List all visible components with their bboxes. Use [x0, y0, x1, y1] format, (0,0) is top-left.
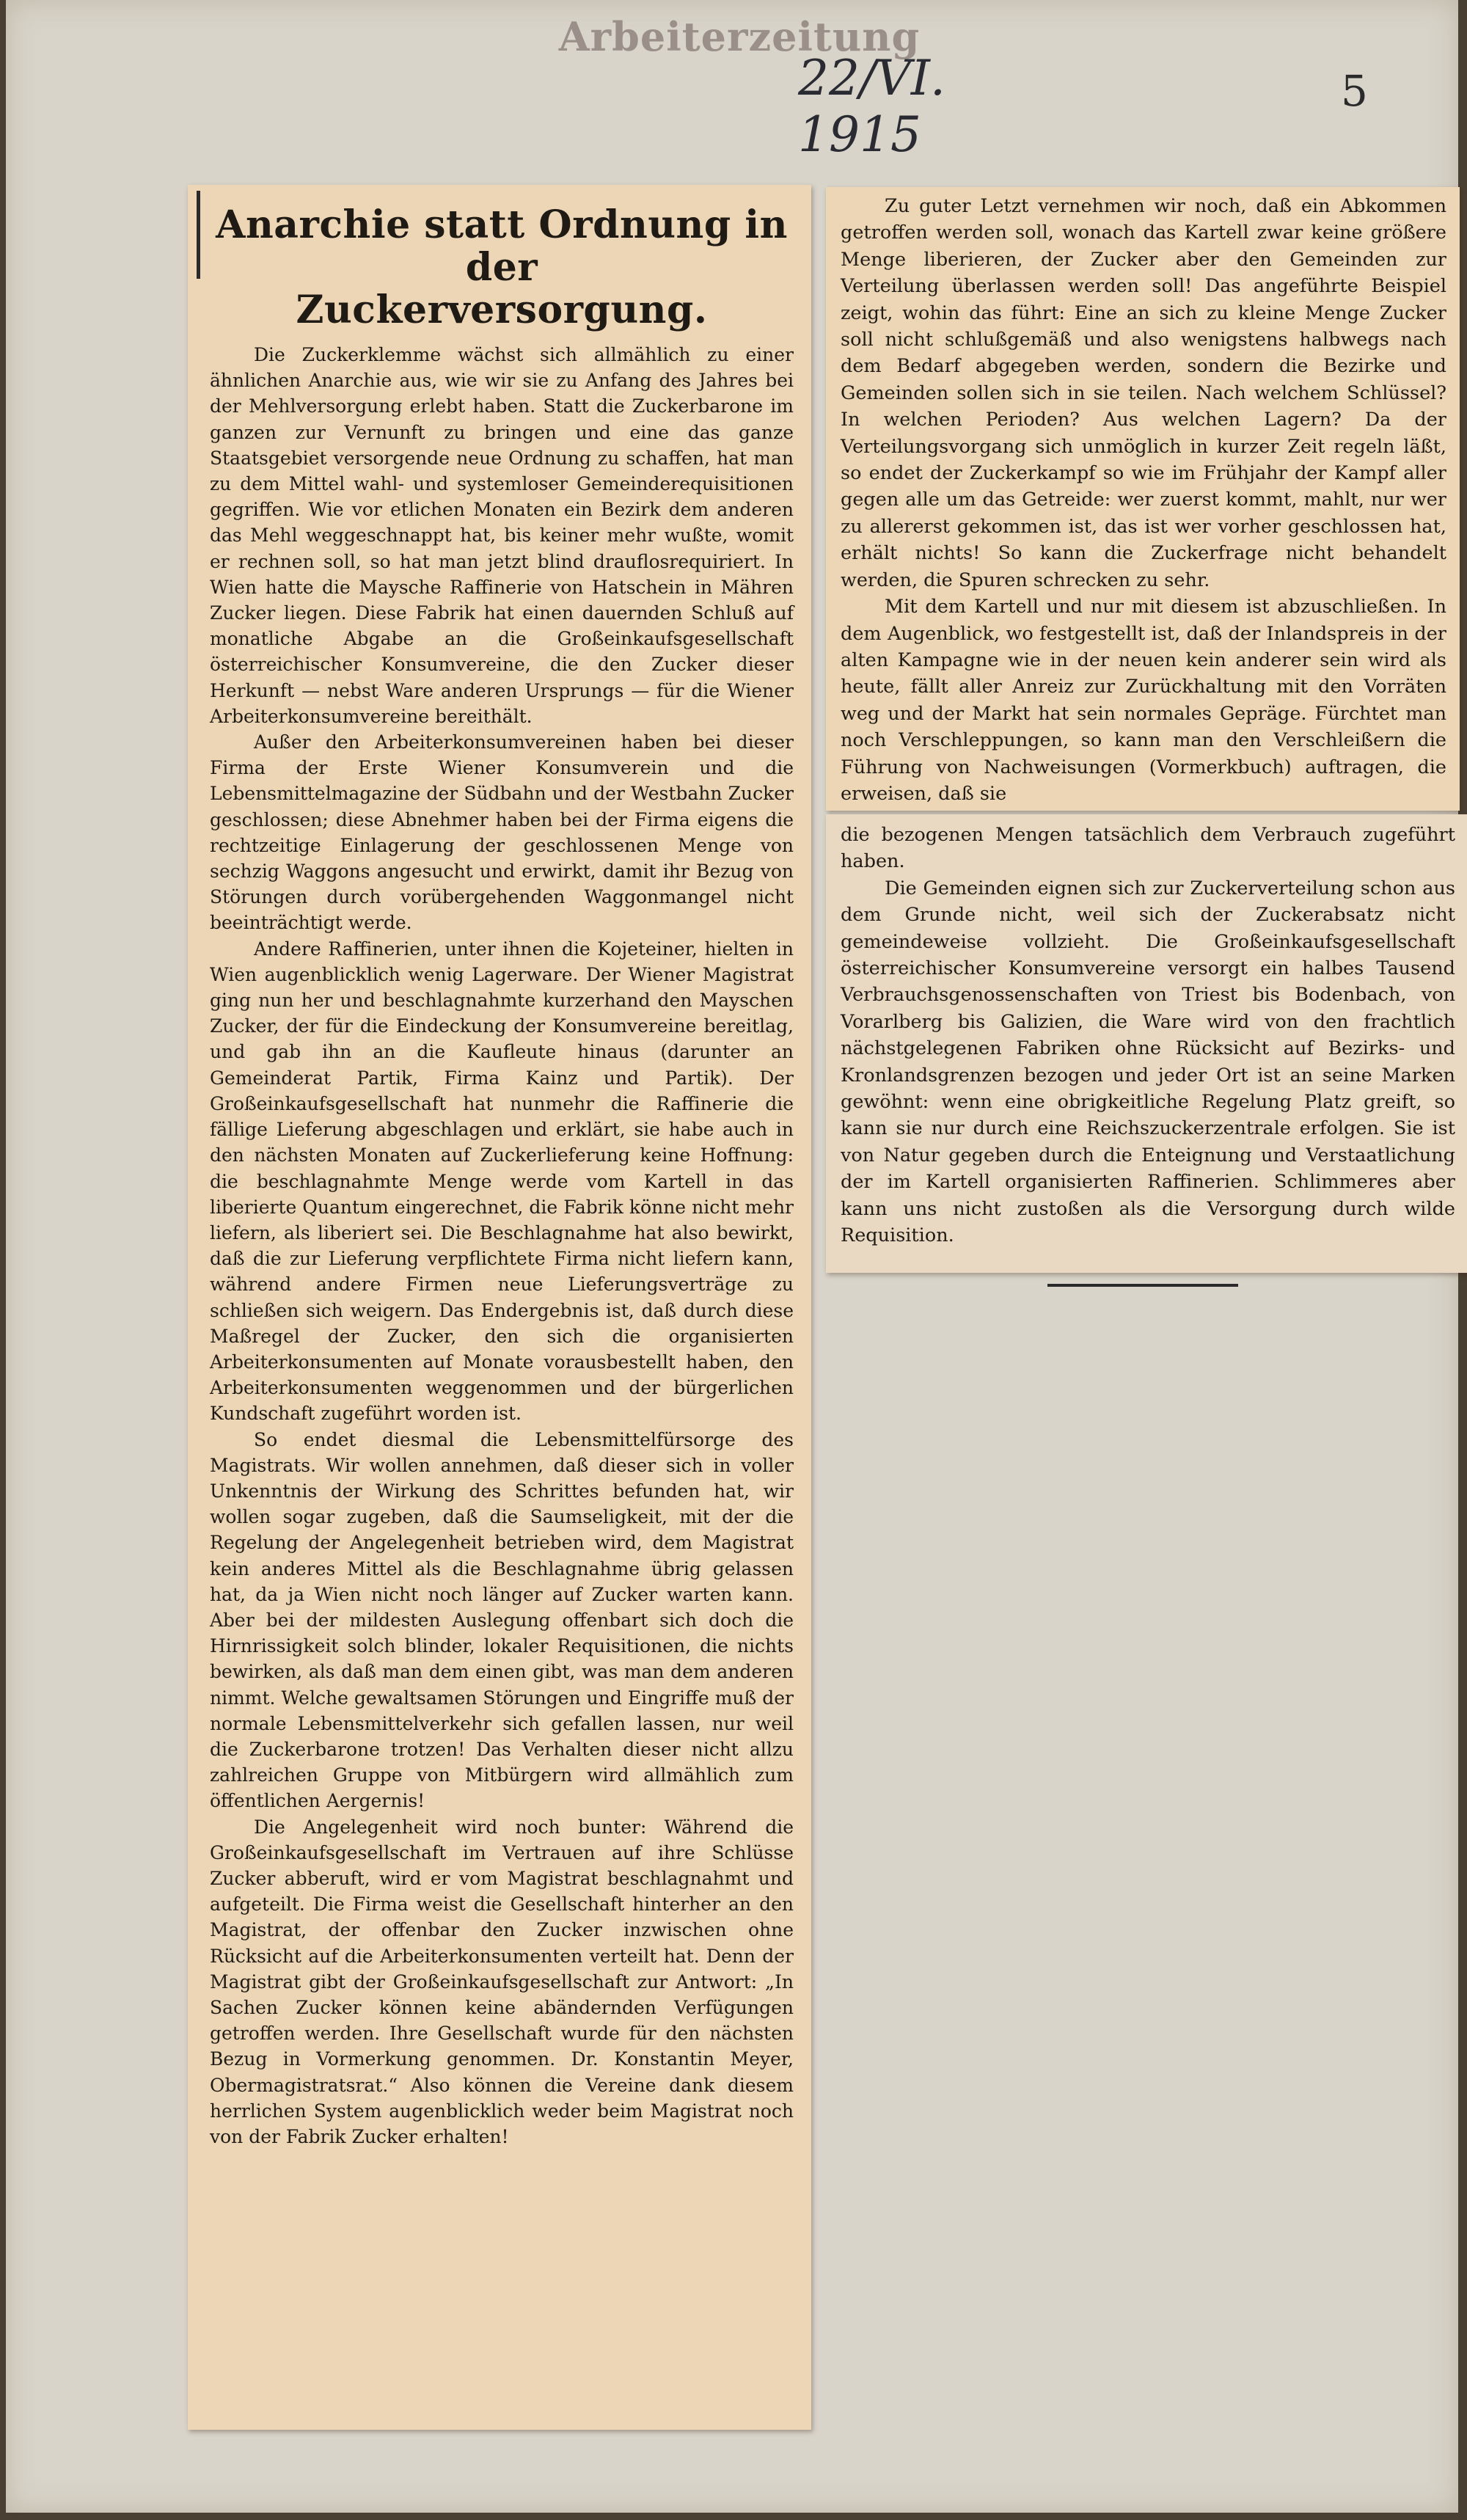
newspaper-stamp: Arbeiterzeitung [558, 13, 921, 60]
paragraph: Außer den Arbeiterkonsumvereinen haben bei dieser Firma der Erste Wiener Konsumverein und die Lebensmittelmagazine der Südbahn und der Westbahn Zucker geschlossen; diese Abnehmer haben bei der Firma eigens die rechtzeitige Einlagerung der geschlossenen Menge von sechzig Waggons angesucht und erwirkt, damit ihr Bezug von Störungen durch vorübergehenden Waggonmangel nicht beeinträchtigt werde. [210, 731, 794, 934]
paragraph: Die Angelegenheit wird noch bunter: Während die Großeinkaufsgesellschaft im Vertrauen auf ihre Schlüsse Zucker abberuft, wird er vom Magistrat beschlagnahmt und aufgeteilt. Die Firma weist die Gesellschaft hinterher an den Magistrat, der offenbar den Zucker inzwischen ohne Rücksicht auf die Arbeiterkonsumenten verteilt hat. Denn der Magistrat gibt der Großeinkaufsgesellschaft zur Antwort: „In Sachen Zucker können keine abändernden Verfügungen getroffen werden. Ihre Gesellschaft wurde für den nächsten Bezug in Vormerkung genommen. Dr. Konstantin Meyer, Obermagistratsrat.“ Also können die Vereine dank diesem herrlichen System augenblicklich weder beim Magistrat noch von der Fabrik Zucker erhalten! [210, 1816, 794, 2148]
paragraph: Andere Raffinerien, unter ihnen die Kojeteiner, hielten in Wien augenblicklich wenig Lagerware. Der Wiener Magistrat ging nun her und beschlagnahmte kurzerhand den Mayschen Zucker, der für die Eindeckung der Konsumvereine bereitlag, und gab ihn an die Kaufleute hinaus (darunter an Gemeinderat Partik, Firma Kainz und Partik). Der Großeinkaufsgesellschaft hat nunmehr die Raffinerie die fällige Lieferung abgeschlagen und erklärt, sie habe auch in den nächsten Monaten auf Zuckerlieferung keine Hoffnung: die beschlagnahmte Menge werde vom Kartell in das liberierte Quantum eingerechnet, die Fabrik könne nicht mehr liefern, als liberiert sei. Die Beschlagnahme hat also bewirkt, daß die zur Lieferung verpflichtete Firma nicht liefern kann, während andere Firmen neue Lieferungsverträge zu schließen sich weigern. Das Endergebnis ist, daß durch diese Maßregel der Zucker, den sich die organisierten Arbeiterkonsumenten auf Monate vorausbestellt haben, den Arbeiterkonsumenten weggenommen und der bürgerlichen Kundschaft zugeführt worden ist. [210, 938, 794, 1425]
paragraph: Mit dem Kartell und nur mit diesem ist abzuschließen. In dem Augenblick, wo festgestellt ist, daß der Inlandspreis in der alten Kampagne wie in der neuen kein anderer sein wird als heute, fällt aller Anreiz zur Zurückhaltung mit den Vorräten weg und der Markt hat sein normales Gepräge. Fürchtet man noch Verschleppungen, so kann man den Verschleißern die Führung von Nachweisungen (Vormerkbuch) auftragen, die erweisen, daß sie [841, 596, 1446, 805]
paragraph: So endet diesmal die Lebensmittelfürsorge des Magistrats. Wir wollen annehmen, daß dieser sich in voller Unkenntnis der Wirkung des Schrittes befunden hat, wir wollen sogar zugeben, daß die Saumseligkeit, mit der die Regelung der Angelegenheit betrieben wird, dem Magistrat kein anderes Mittel als die Beschlagnahme übrig gelassen hat, da ja Wien nicht noch länger auf Zucker warten kann. Aber bei der mildesten Auslegung offenbart sich doch die Hirnrissigkeit solch blinder, lokaler Requisitionen, die nichts bewirken, als daß man dem einen gibt, was man dem anderen nimmt. Welche gewaltsamen Störungen und Eingriffe muß der normale Lebensmittelverkehr sich gefallen lassen, nur weil die Zuckerbarone trotzen! Das Verhalten dieser nicht allzu zahlreichen Gruppe von Mitbürgern wird allmählich zum öffentlichen Aergernis! [210, 1428, 794, 1812]
article-body-right-top [841, 193, 1446, 807]
paragraph: Die Gemeinden eignen sich zur Zuckerverteilung schon aus dem Grunde nicht, weil sich der Zuckerabsatz nicht gemeindeweise vollzieht. Die Großeinkaufsgesellschaft österreichischer Konsumvereine versorgt ein halbes Tausend Verbrauchsgenossenschaften von Triest bis Bodenbach, von Vorarlberg bis Galizien, die Ware wird von den frachtlich nächstgelegenen Fabriken ohne Rücksicht auf Bezirks- und Kronlandsgrenzen bezogen und jeder Ort ist an seine Marken gewöhnt: wenn eine obrigkeitliche Regelung Platz greift, so kann sie nur durch eine Reichszuckerzentrale erfolgen. Sie ist von Natur gegeben durch die Enteignung und Verstaatlichung der im Kartell organisierten Raffinerien. Schlimmeres aber kann uns nicht zustoßen als die Versorgung durch wilde Requisition. [841, 877, 1455, 1247]
paragraph: Zu guter Letzt vernehmen wir noch, daß ein Abkommen getroffen werden soll, wonach das Kartell zwar keine größere Menge liberieren, der Zucker aber den Gemeinden zur Verteilung überlassen werden soll! Das angeführte Beispiel zeigt, wohin das führt: Eine an sich zu kleine Menge Zucker soll nicht schlußgemäß und also wenigstens halbwegs nach dem Bedarf abgegeben werden, sondern die Bezirke und Gemeinden sollen sich in sie teilen. Nach welchem Schlüssel? In welchen Perioden? Aus welchen Lagern? Da der Verteilungsvorgang sich unmöglich in kurzer Zeit regeln läßt, so endet der Zuckerkampf so wie im Frühjahr der Kampf aller gegen alle um das Getreide: wer zuerst kommt, mahlt, nur wer zu allererst gekommen ist, das ist wer vorher geschlossen hat, erhält nichts! So kann die Zuckerfrage nicht behandelt werden, die Spuren schrecken zu sehr. [841, 195, 1446, 591]
clipping-right-bottom [826, 814, 1467, 1273]
handwritten-date: 22/VI. 1915 [798, 50, 945, 163]
headline-line-2: Zuckerversorgung. [296, 288, 708, 332]
article-body-right-bottom [841, 822, 1455, 1249]
end-rule [1047, 1284, 1238, 1287]
article-headline [210, 204, 794, 332]
clipping-left-column [188, 185, 811, 2430]
page-number: 5 [1341, 66, 1368, 116]
paragraph: die bezogenen Mengen tatsächlich dem Verbrauch zugeführt haben. [841, 824, 1455, 873]
clipping-right-top [826, 187, 1460, 811]
paragraph: Die Zuckerklemme wächst sich allmählich zu einer ähnlichen Anarchie aus, wie wir sie zu Anfang des Jahres bei der Mehlversorgung erlebt haben. Statt die Zuckerbarone im ganzen zur Vernunft zu bringen und eine das ganze Staatsgebiet versorgende neue Ordnung zu schaffen, hat man zu dem Mittel wahl- und systemloser Gemeinderequisitionen gegriffen. Wie vor etlichen Monaten ein Bezirk dem anderen das Mehl weggeschnappt hat, bis keiner mehr wußte, womit er rechnen soll, so hat man jetzt blind drauflosrequiriert. In Wien hatte die Maysche Raffinerie von Hatschein in Mähren Zucker liegen. Diese Fabrik hat einen dauernden Schluß auf monatliche Abgabe an die Großeinkaufsgesellschaft österreichischer Konsumvereine, die den Zucker dieser Herkunft — nebst Ware anderen Ursprungs — für die Wiener Arbeiterkonsumvereine bereithält. [210, 344, 794, 727]
archive-sheet [6, 0, 1458, 2513]
article-body-left [210, 342, 794, 2150]
headline-line-1: Anarchie statt Ordnung in der [216, 202, 788, 290]
